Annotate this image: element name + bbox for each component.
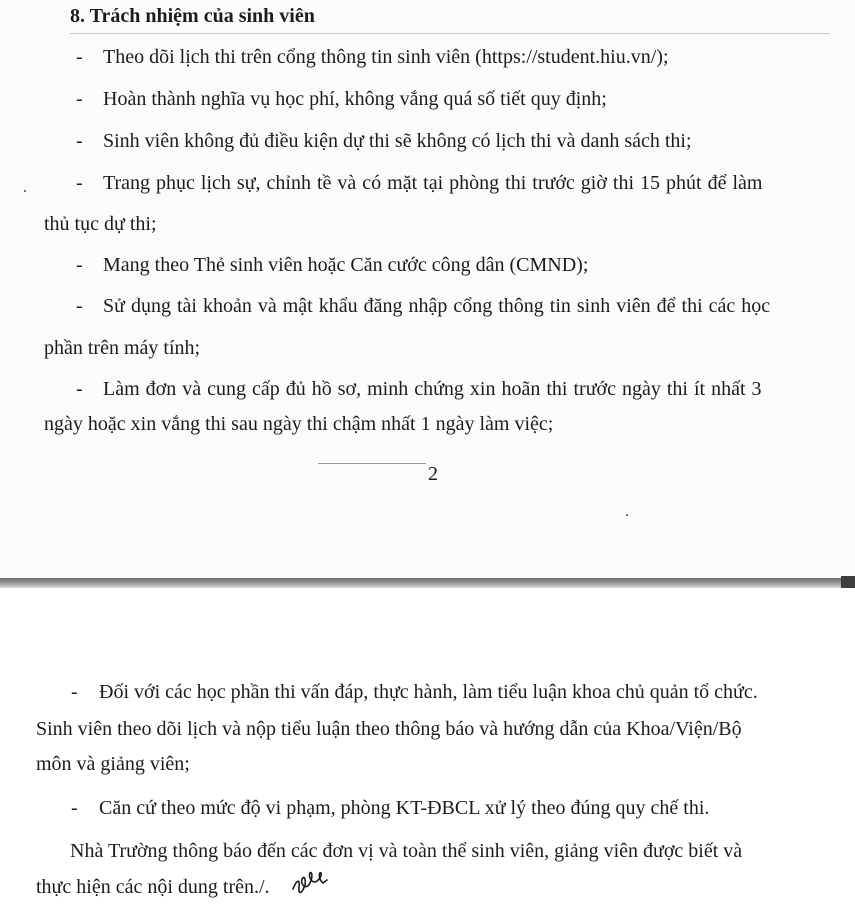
bullet-marker: - [71, 797, 78, 819]
bullet-exam-schedule: Theo dõi lịch thi trên cổng thông tin sinh viên (https://student.hiu.vn/); [103, 46, 669, 68]
page-number: 2 [428, 463, 438, 485]
bullet-marker: - [76, 254, 83, 276]
bullet-tuition: Hoàn thành nghĩa vụ học phí, không vắng quá số tiết quy định; [103, 88, 607, 110]
bullet-account-line2: phần trên máy tính; [44, 337, 201, 359]
bullet-marker: - [76, 130, 83, 152]
bullet-postpone-line1: Làm đơn và cung cấp đủ hồ sơ, minh chứng xin hoãn thi trước ngày thi ít nhất 3 [103, 378, 762, 400]
bullet-student-card: Mang theo Thẻ sinh viên hoặc Căn cước công dân (CMND); [103, 254, 589, 276]
bullet-attire-line1: Trang phục lịch sự, chỉnh tề và có mặt tại phòng thi trước giờ thi 15 phút để làm [103, 172, 763, 194]
bullet-marker: - [76, 46, 83, 68]
page-separator [0, 578, 855, 588]
bullet-postpone-line2: ngày hoặc xin vắng thi sau ngày thi chậm nhất 1 ngày làm việc; [44, 413, 554, 435]
bullet-oral-exam-line3: môn và giảng viên; [36, 753, 190, 775]
bullet-violation: Căn cứ theo mức độ vi phạm, phòng KT-ĐBCL xử lý theo đúng quy chế thi. [99, 797, 710, 819]
scan-speck [626, 514, 628, 516]
closing-line1: Nhà Trường thông báo đến các đơn vị và toàn thể sinh viên, giảng viên được biết và [70, 840, 743, 862]
bullet-oral-exam-line2: Sinh viên theo dõi lịch và nộp tiểu luận theo thông báo và hướng dẫn của Khoa/Viện/Bộ [36, 718, 742, 740]
section-heading: 8. Trách nhiệm của sinh viên [70, 5, 315, 27]
bullet-marker: - [71, 681, 78, 703]
bullet-oral-exam-line1: Đối với các học phần thi vấn đáp, thực hành, làm tiểu luận khoa chủ quản tổ chức. [99, 681, 758, 703]
document-page-2 [0, 588, 855, 920]
bullet-marker: - [76, 172, 83, 194]
bullet-marker: - [76, 378, 83, 400]
bullet-account-line1: Sử dụng tài khoản và mật khẩu đăng nhập cổng thông tin sinh viên để thi các học [103, 295, 771, 317]
initials-signature [290, 867, 330, 901]
bullet-attire-line2: thủ tục dự thi; [44, 213, 157, 235]
bullet-marker: - [76, 295, 83, 317]
bullet-eligibility: Sinh viên không đủ điều kiện dự thi sẽ không có lịch thi và danh sách thi; [103, 130, 692, 152]
bullet-marker: - [76, 88, 83, 110]
scan-speck [24, 190, 26, 192]
heading-rule [70, 33, 830, 34]
closing-line2: thực hiện các nội dung trên./. [36, 876, 270, 898]
footer-rule [318, 463, 426, 464]
